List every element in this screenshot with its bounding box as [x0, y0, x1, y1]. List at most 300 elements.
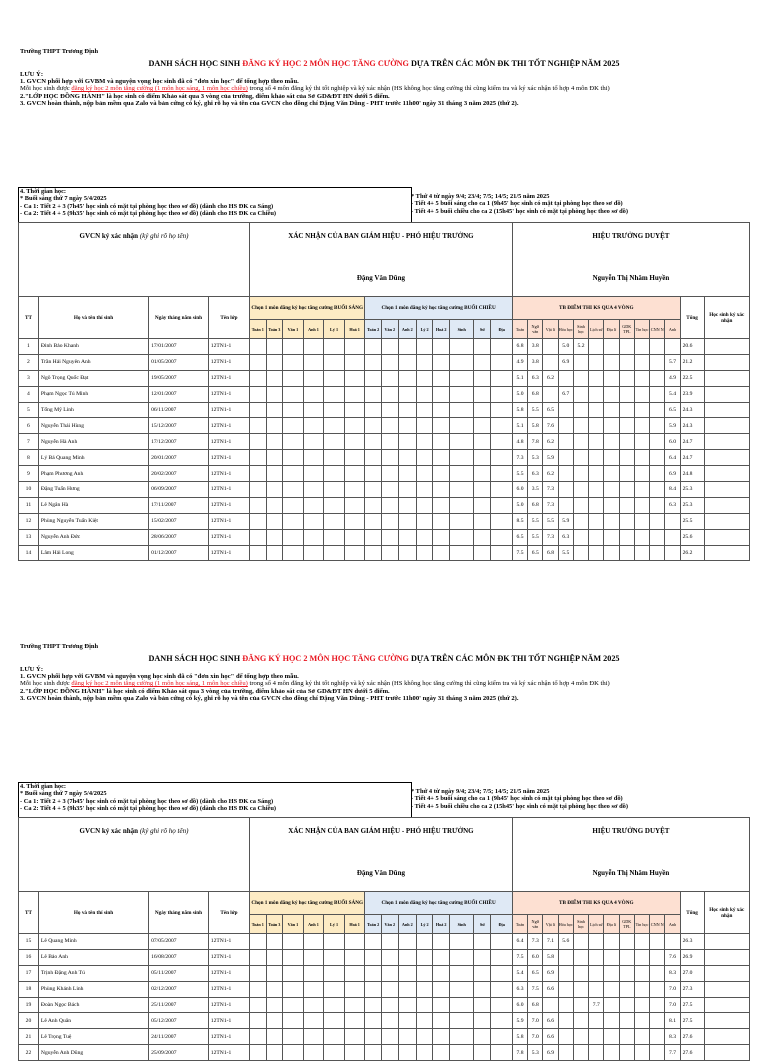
morning-choice-cell[interactable] — [344, 949, 365, 965]
afternoon-choice-cell[interactable] — [450, 1013, 474, 1029]
student-sign-cell[interactable] — [704, 386, 749, 402]
morning-choice-cell[interactable] — [303, 934, 324, 950]
afternoon-choice-cell[interactable] — [433, 450, 450, 466]
afternoon-choice-cell[interactable] — [433, 949, 450, 965]
morning-choice-cell[interactable] — [324, 965, 345, 981]
morning-choice-cell[interactable] — [324, 466, 345, 482]
afternoon-choice-cell[interactable] — [417, 934, 433, 950]
morning-choice-cell[interactable] — [303, 529, 324, 545]
afternoon-choice-cell[interactable] — [450, 339, 474, 355]
morning-choice-cell[interactable] — [344, 545, 365, 561]
afternoon-choice-cell[interactable] — [417, 513, 433, 529]
afternoon-choice-cell[interactable] — [474, 1013, 491, 1029]
morning-choice-cell[interactable] — [303, 513, 324, 529]
student-sign-cell[interactable] — [704, 497, 749, 513]
afternoon-choice-cell[interactable] — [433, 482, 450, 498]
afternoon-choice-cell[interactable] — [398, 965, 417, 981]
morning-choice-cell[interactable] — [344, 934, 365, 950]
afternoon-choice-cell[interactable] — [417, 497, 433, 513]
morning-choice-cell[interactable] — [249, 997, 266, 1013]
afternoon-choice-cell[interactable] — [474, 545, 491, 561]
morning-choice-cell[interactable] — [303, 434, 324, 450]
morning-choice-cell[interactable] — [266, 402, 283, 418]
afternoon-choice-cell[interactable] — [365, 1045, 382, 1061]
afternoon-choice-cell[interactable] — [381, 339, 398, 355]
afternoon-choice-cell[interactable] — [417, 466, 433, 482]
afternoon-choice-cell[interactable] — [365, 402, 382, 418]
afternoon-choice-cell[interactable] — [381, 934, 398, 950]
afternoon-choice-cell[interactable] — [381, 482, 398, 498]
morning-choice-cell[interactable] — [344, 482, 365, 498]
morning-choice-cell[interactable] — [249, 981, 266, 997]
morning-choice-cell[interactable] — [266, 418, 283, 434]
morning-choice-cell[interactable] — [303, 981, 324, 997]
morning-choice-cell[interactable] — [266, 997, 283, 1013]
morning-choice-cell[interactable] — [344, 402, 365, 418]
afternoon-choice-cell[interactable] — [381, 981, 398, 997]
afternoon-choice-cell[interactable] — [433, 513, 450, 529]
afternoon-choice-cell[interactable] — [474, 370, 491, 386]
afternoon-choice-cell[interactable] — [381, 997, 398, 1013]
morning-choice-cell[interactable] — [303, 965, 324, 981]
morning-choice-cell[interactable] — [249, 466, 266, 482]
afternoon-choice-cell[interactable] — [474, 482, 491, 498]
afternoon-choice-cell[interactable] — [381, 1013, 398, 1029]
morning-choice-cell[interactable] — [266, 466, 283, 482]
afternoon-choice-cell[interactable] — [474, 934, 491, 950]
afternoon-choice-cell[interactable] — [381, 1045, 398, 1061]
morning-choice-cell[interactable] — [249, 402, 266, 418]
afternoon-choice-cell[interactable] — [381, 354, 398, 370]
afternoon-choice-cell[interactable] — [365, 545, 382, 561]
morning-choice-cell[interactable] — [324, 529, 345, 545]
afternoon-choice-cell[interactable] — [417, 370, 433, 386]
afternoon-choice-cell[interactable] — [365, 981, 382, 997]
afternoon-choice-cell[interactable] — [433, 965, 450, 981]
afternoon-choice-cell[interactable] — [474, 1029, 491, 1045]
student-sign-cell[interactable] — [704, 339, 749, 355]
afternoon-choice-cell[interactable] — [365, 482, 382, 498]
morning-choice-cell[interactable] — [266, 482, 283, 498]
morning-choice-cell[interactable] — [283, 402, 304, 418]
student-sign-cell[interactable] — [704, 513, 749, 529]
afternoon-choice-cell[interactable] — [474, 434, 491, 450]
afternoon-choice-cell[interactable] — [398, 997, 417, 1013]
morning-choice-cell[interactable] — [344, 450, 365, 466]
afternoon-choice-cell[interactable] — [365, 965, 382, 981]
afternoon-choice-cell[interactable] — [491, 934, 512, 950]
morning-choice-cell[interactable] — [324, 434, 345, 450]
afternoon-choice-cell[interactable] — [365, 497, 382, 513]
afternoon-choice-cell[interactable] — [450, 949, 474, 965]
student-sign-cell[interactable] — [704, 1013, 749, 1029]
afternoon-choice-cell[interactable] — [474, 949, 491, 965]
afternoon-choice-cell[interactable] — [398, 981, 417, 997]
afternoon-choice-cell[interactable] — [450, 981, 474, 997]
afternoon-choice-cell[interactable] — [491, 1029, 512, 1045]
morning-choice-cell[interactable] — [249, 418, 266, 434]
morning-choice-cell[interactable] — [249, 482, 266, 498]
morning-choice-cell[interactable] — [283, 513, 304, 529]
morning-choice-cell[interactable] — [266, 370, 283, 386]
afternoon-choice-cell[interactable] — [433, 370, 450, 386]
afternoon-choice-cell[interactable] — [381, 386, 398, 402]
morning-choice-cell[interactable] — [283, 949, 304, 965]
afternoon-choice-cell[interactable] — [433, 339, 450, 355]
morning-choice-cell[interactable] — [283, 545, 304, 561]
afternoon-choice-cell[interactable] — [491, 354, 512, 370]
afternoon-choice-cell[interactable] — [450, 370, 474, 386]
morning-choice-cell[interactable] — [249, 434, 266, 450]
afternoon-choice-cell[interactable] — [433, 545, 450, 561]
student-sign-cell[interactable] — [704, 997, 749, 1013]
afternoon-choice-cell[interactable] — [417, 418, 433, 434]
afternoon-choice-cell[interactable] — [381, 529, 398, 545]
morning-choice-cell[interactable] — [266, 497, 283, 513]
morning-choice-cell[interactable] — [303, 466, 324, 482]
afternoon-choice-cell[interactable] — [474, 529, 491, 545]
morning-choice-cell[interactable] — [324, 545, 345, 561]
morning-choice-cell[interactable] — [249, 339, 266, 355]
afternoon-choice-cell[interactable] — [433, 418, 450, 434]
afternoon-choice-cell[interactable] — [433, 1029, 450, 1045]
morning-choice-cell[interactable] — [303, 1013, 324, 1029]
afternoon-choice-cell[interactable] — [491, 466, 512, 482]
afternoon-choice-cell[interactable] — [417, 354, 433, 370]
afternoon-choice-cell[interactable] — [491, 339, 512, 355]
afternoon-choice-cell[interactable] — [417, 339, 433, 355]
afternoon-choice-cell[interactable] — [398, 434, 417, 450]
afternoon-choice-cell[interactable] — [398, 513, 417, 529]
afternoon-choice-cell[interactable] — [398, 354, 417, 370]
morning-choice-cell[interactable] — [249, 497, 266, 513]
morning-choice-cell[interactable] — [303, 418, 324, 434]
afternoon-choice-cell[interactable] — [398, 339, 417, 355]
afternoon-choice-cell[interactable] — [450, 434, 474, 450]
afternoon-choice-cell[interactable] — [398, 1045, 417, 1061]
afternoon-choice-cell[interactable] — [417, 997, 433, 1013]
morning-choice-cell[interactable] — [266, 529, 283, 545]
morning-choice-cell[interactable] — [324, 370, 345, 386]
afternoon-choice-cell[interactable] — [433, 1013, 450, 1029]
morning-choice-cell[interactable] — [283, 434, 304, 450]
morning-choice-cell[interactable] — [266, 513, 283, 529]
afternoon-choice-cell[interactable] — [474, 418, 491, 434]
morning-choice-cell[interactable] — [266, 339, 283, 355]
morning-choice-cell[interactable] — [344, 1045, 365, 1061]
afternoon-choice-cell[interactable] — [417, 482, 433, 498]
afternoon-choice-cell[interactable] — [365, 354, 382, 370]
afternoon-choice-cell[interactable] — [450, 402, 474, 418]
afternoon-choice-cell[interactable] — [433, 981, 450, 997]
afternoon-choice-cell[interactable] — [417, 1045, 433, 1061]
afternoon-choice-cell[interactable] — [398, 386, 417, 402]
afternoon-choice-cell[interactable] — [381, 545, 398, 561]
student-sign-cell[interactable] — [704, 418, 749, 434]
morning-choice-cell[interactable] — [283, 386, 304, 402]
afternoon-choice-cell[interactable] — [381, 1029, 398, 1045]
afternoon-choice-cell[interactable] — [450, 450, 474, 466]
morning-choice-cell[interactable] — [344, 529, 365, 545]
afternoon-choice-cell[interactable] — [398, 529, 417, 545]
morning-choice-cell[interactable] — [324, 402, 345, 418]
afternoon-choice-cell[interactable] — [365, 370, 382, 386]
morning-choice-cell[interactable] — [303, 949, 324, 965]
afternoon-choice-cell[interactable] — [417, 386, 433, 402]
morning-choice-cell[interactable] — [324, 354, 345, 370]
student-sign-cell[interactable] — [704, 466, 749, 482]
afternoon-choice-cell[interactable] — [491, 1045, 512, 1061]
afternoon-choice-cell[interactable] — [491, 965, 512, 981]
morning-choice-cell[interactable] — [266, 981, 283, 997]
afternoon-choice-cell[interactable] — [433, 997, 450, 1013]
student-sign-cell[interactable] — [704, 482, 749, 498]
afternoon-choice-cell[interactable] — [417, 402, 433, 418]
morning-choice-cell[interactable] — [283, 370, 304, 386]
student-sign-cell[interactable] — [704, 1029, 749, 1045]
afternoon-choice-cell[interactable] — [365, 418, 382, 434]
morning-choice-cell[interactable] — [283, 934, 304, 950]
afternoon-choice-cell[interactable] — [365, 1013, 382, 1029]
student-sign-cell[interactable] — [704, 402, 749, 418]
morning-choice-cell[interactable] — [266, 1045, 283, 1061]
morning-choice-cell[interactable] — [266, 434, 283, 450]
morning-choice-cell[interactable] — [303, 339, 324, 355]
afternoon-choice-cell[interactable] — [398, 497, 417, 513]
afternoon-choice-cell[interactable] — [365, 529, 382, 545]
afternoon-choice-cell[interactable] — [365, 997, 382, 1013]
morning-choice-cell[interactable] — [344, 370, 365, 386]
morning-choice-cell[interactable] — [249, 386, 266, 402]
afternoon-choice-cell[interactable] — [474, 1045, 491, 1061]
morning-choice-cell[interactable] — [266, 386, 283, 402]
afternoon-choice-cell[interactable] — [450, 482, 474, 498]
afternoon-choice-cell[interactable] — [417, 529, 433, 545]
morning-choice-cell[interactable] — [303, 1045, 324, 1061]
student-sign-cell[interactable] — [704, 434, 749, 450]
morning-choice-cell[interactable] — [303, 450, 324, 466]
afternoon-choice-cell[interactable] — [398, 402, 417, 418]
afternoon-choice-cell[interactable] — [491, 434, 512, 450]
morning-choice-cell[interactable] — [249, 450, 266, 466]
morning-choice-cell[interactable] — [324, 1045, 345, 1061]
afternoon-choice-cell[interactable] — [398, 1029, 417, 1045]
afternoon-choice-cell[interactable] — [474, 981, 491, 997]
morning-choice-cell[interactable] — [266, 354, 283, 370]
afternoon-choice-cell[interactable] — [365, 949, 382, 965]
afternoon-choice-cell[interactable] — [491, 997, 512, 1013]
morning-choice-cell[interactable] — [344, 418, 365, 434]
afternoon-choice-cell[interactable] — [474, 339, 491, 355]
afternoon-choice-cell[interactable] — [491, 402, 512, 418]
morning-choice-cell[interactable] — [324, 418, 345, 434]
afternoon-choice-cell[interactable] — [398, 949, 417, 965]
afternoon-choice-cell[interactable] — [381, 497, 398, 513]
afternoon-choice-cell[interactable] — [450, 497, 474, 513]
afternoon-choice-cell[interactable] — [365, 386, 382, 402]
morning-choice-cell[interactable] — [344, 981, 365, 997]
afternoon-choice-cell[interactable] — [365, 450, 382, 466]
afternoon-choice-cell[interactable] — [381, 513, 398, 529]
afternoon-choice-cell[interactable] — [491, 545, 512, 561]
afternoon-choice-cell[interactable] — [433, 1045, 450, 1061]
afternoon-choice-cell[interactable] — [474, 965, 491, 981]
student-sign-cell[interactable] — [704, 981, 749, 997]
morning-choice-cell[interactable] — [249, 513, 266, 529]
afternoon-choice-cell[interactable] — [474, 466, 491, 482]
morning-choice-cell[interactable] — [283, 482, 304, 498]
morning-choice-cell[interactable] — [283, 965, 304, 981]
morning-choice-cell[interactable] — [283, 1045, 304, 1061]
afternoon-choice-cell[interactable] — [491, 497, 512, 513]
afternoon-choice-cell[interactable] — [365, 1029, 382, 1045]
student-sign-cell[interactable] — [704, 949, 749, 965]
afternoon-choice-cell[interactable] — [417, 545, 433, 561]
afternoon-choice-cell[interactable] — [450, 934, 474, 950]
morning-choice-cell[interactable] — [249, 545, 266, 561]
morning-choice-cell[interactable] — [344, 354, 365, 370]
afternoon-choice-cell[interactable] — [491, 386, 512, 402]
morning-choice-cell[interactable] — [324, 497, 345, 513]
afternoon-choice-cell[interactable] — [365, 434, 382, 450]
afternoon-choice-cell[interactable] — [491, 949, 512, 965]
morning-choice-cell[interactable] — [283, 1029, 304, 1045]
afternoon-choice-cell[interactable] — [365, 466, 382, 482]
morning-choice-cell[interactable] — [344, 965, 365, 981]
morning-choice-cell[interactable] — [324, 450, 345, 466]
afternoon-choice-cell[interactable] — [398, 370, 417, 386]
morning-choice-cell[interactable] — [344, 1029, 365, 1045]
morning-choice-cell[interactable] — [324, 1013, 345, 1029]
morning-choice-cell[interactable] — [249, 354, 266, 370]
morning-choice-cell[interactable] — [303, 997, 324, 1013]
afternoon-choice-cell[interactable] — [417, 434, 433, 450]
afternoon-choice-cell[interactable] — [433, 934, 450, 950]
morning-choice-cell[interactable] — [303, 497, 324, 513]
afternoon-choice-cell[interactable] — [474, 513, 491, 529]
morning-choice-cell[interactable] — [283, 529, 304, 545]
morning-choice-cell[interactable] — [303, 1029, 324, 1045]
afternoon-choice-cell[interactable] — [365, 513, 382, 529]
afternoon-choice-cell[interactable] — [381, 434, 398, 450]
afternoon-choice-cell[interactable] — [433, 354, 450, 370]
afternoon-choice-cell[interactable] — [398, 482, 417, 498]
morning-choice-cell[interactable] — [344, 434, 365, 450]
afternoon-choice-cell[interactable] — [433, 529, 450, 545]
morning-choice-cell[interactable] — [266, 545, 283, 561]
afternoon-choice-cell[interactable] — [474, 997, 491, 1013]
afternoon-choice-cell[interactable] — [450, 354, 474, 370]
afternoon-choice-cell[interactable] — [398, 1013, 417, 1029]
morning-choice-cell[interactable] — [324, 513, 345, 529]
morning-choice-cell[interactable] — [266, 934, 283, 950]
afternoon-choice-cell[interactable] — [450, 513, 474, 529]
afternoon-choice-cell[interactable] — [417, 1013, 433, 1029]
student-sign-cell[interactable] — [704, 370, 749, 386]
afternoon-choice-cell[interactable] — [433, 386, 450, 402]
morning-choice-cell[interactable] — [266, 1029, 283, 1045]
afternoon-choice-cell[interactable] — [433, 402, 450, 418]
afternoon-choice-cell[interactable] — [417, 1029, 433, 1045]
afternoon-choice-cell[interactable] — [491, 450, 512, 466]
morning-choice-cell[interactable] — [344, 513, 365, 529]
morning-choice-cell[interactable] — [249, 529, 266, 545]
afternoon-choice-cell[interactable] — [365, 339, 382, 355]
afternoon-choice-cell[interactable] — [450, 965, 474, 981]
afternoon-choice-cell[interactable] — [381, 965, 398, 981]
student-sign-cell[interactable] — [704, 450, 749, 466]
afternoon-choice-cell[interactable] — [474, 402, 491, 418]
morning-choice-cell[interactable] — [303, 354, 324, 370]
morning-choice-cell[interactable] — [324, 981, 345, 997]
morning-choice-cell[interactable] — [324, 482, 345, 498]
morning-choice-cell[interactable] — [249, 1013, 266, 1029]
afternoon-choice-cell[interactable] — [474, 386, 491, 402]
morning-choice-cell[interactable] — [266, 949, 283, 965]
afternoon-choice-cell[interactable] — [491, 981, 512, 997]
afternoon-choice-cell[interactable] — [398, 450, 417, 466]
afternoon-choice-cell[interactable] — [450, 418, 474, 434]
morning-choice-cell[interactable] — [249, 1045, 266, 1061]
afternoon-choice-cell[interactable] — [450, 386, 474, 402]
morning-choice-cell[interactable] — [324, 339, 345, 355]
morning-choice-cell[interactable] — [249, 370, 266, 386]
morning-choice-cell[interactable] — [303, 545, 324, 561]
morning-choice-cell[interactable] — [303, 370, 324, 386]
morning-choice-cell[interactable] — [283, 1013, 304, 1029]
afternoon-choice-cell[interactable] — [491, 1013, 512, 1029]
morning-choice-cell[interactable] — [324, 934, 345, 950]
afternoon-choice-cell[interactable] — [491, 482, 512, 498]
afternoon-choice-cell[interactable] — [491, 370, 512, 386]
afternoon-choice-cell[interactable] — [450, 997, 474, 1013]
morning-choice-cell[interactable] — [303, 386, 324, 402]
afternoon-choice-cell[interactable] — [381, 402, 398, 418]
afternoon-choice-cell[interactable] — [433, 497, 450, 513]
afternoon-choice-cell[interactable] — [381, 418, 398, 434]
student-sign-cell[interactable] — [704, 545, 749, 561]
morning-choice-cell[interactable] — [249, 934, 266, 950]
afternoon-choice-cell[interactable] — [417, 949, 433, 965]
morning-choice-cell[interactable] — [344, 339, 365, 355]
afternoon-choice-cell[interactable] — [433, 434, 450, 450]
morning-choice-cell[interactable] — [266, 450, 283, 466]
student-sign-cell[interactable] — [704, 965, 749, 981]
morning-choice-cell[interactable] — [324, 949, 345, 965]
afternoon-choice-cell[interactable] — [398, 466, 417, 482]
morning-choice-cell[interactable] — [266, 965, 283, 981]
morning-choice-cell[interactable] — [249, 1029, 266, 1045]
morning-choice-cell[interactable] — [303, 402, 324, 418]
morning-choice-cell[interactable] — [344, 386, 365, 402]
morning-choice-cell[interactable] — [249, 949, 266, 965]
morning-choice-cell[interactable] — [324, 1029, 345, 1045]
morning-choice-cell[interactable] — [283, 997, 304, 1013]
afternoon-choice-cell[interactable] — [433, 466, 450, 482]
afternoon-choice-cell[interactable] — [450, 466, 474, 482]
morning-choice-cell[interactable] — [283, 466, 304, 482]
afternoon-choice-cell[interactable] — [450, 529, 474, 545]
afternoon-choice-cell[interactable] — [381, 450, 398, 466]
afternoon-choice-cell[interactable] — [450, 545, 474, 561]
morning-choice-cell[interactable] — [249, 965, 266, 981]
afternoon-choice-cell[interactable] — [365, 934, 382, 950]
afternoon-choice-cell[interactable] — [417, 965, 433, 981]
student-sign-cell[interactable] — [704, 1045, 749, 1061]
afternoon-choice-cell[interactable] — [398, 934, 417, 950]
student-sign-cell[interactable] — [704, 354, 749, 370]
student-sign-cell[interactable] — [704, 529, 749, 545]
